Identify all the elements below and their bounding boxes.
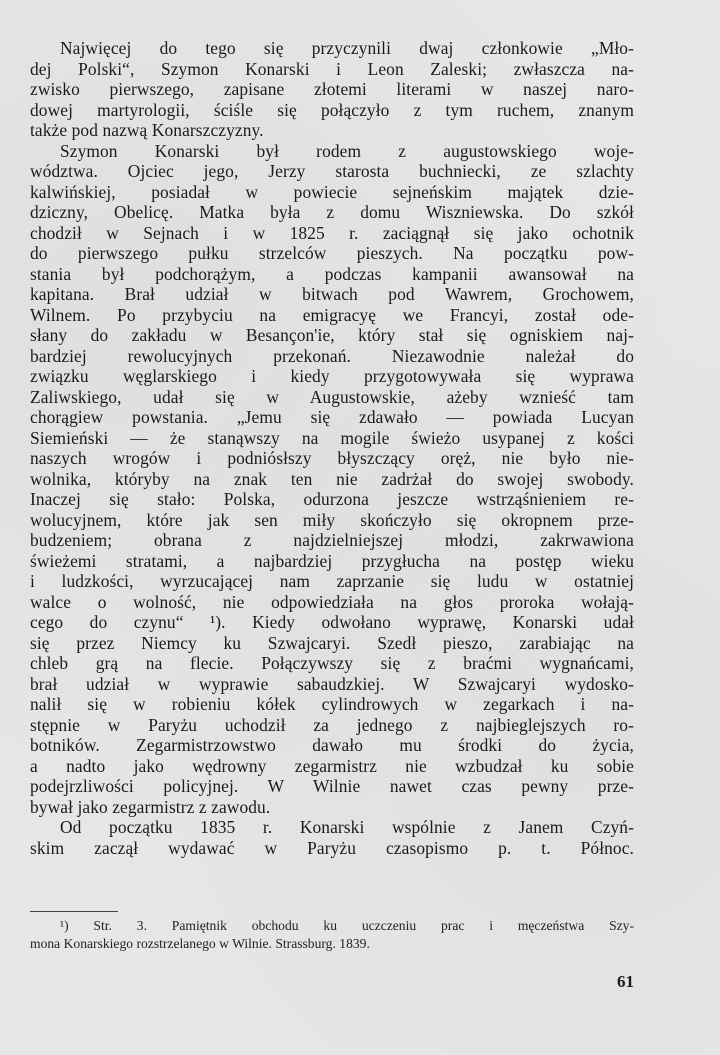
text-line: Siemieński — że stanąwszy na mogile świeżo usypanej z kości xyxy=(30,427,634,448)
text-line: zwisko pierwszego, zapisane złotemi literami w naszej naro- xyxy=(30,79,634,99)
text-line: walce o wolność, nie odpowiedziała na głos proroka wołają- xyxy=(30,591,634,612)
text-line: podejrzliwości policyjnej. W Wilnie nawet czas pewny prze- xyxy=(30,776,634,796)
text-line: wództwa. Ojciec jego, Jerzy starosta buchniecki, ze szlachty xyxy=(30,161,634,181)
text-line: chleb grą na flecie. Połączywszy się z braćmi wygnańcami, xyxy=(30,653,634,673)
text-line: związku węglarskiego i kiedy przygotowywała się wyprawa xyxy=(30,366,634,386)
text-line: Szymon Konarski był rodem z augustowskiego woje- xyxy=(60,140,634,161)
text-line: Inaczej się stało: Polska, odurzona jeszcze wstrząśnieniem re- xyxy=(30,489,634,509)
text-line: także pod nazwą Konarszczyzny. xyxy=(30,120,264,140)
text-line: skim zaczął wydawać w Paryżu czasopismo p. t. Północ. xyxy=(30,837,634,858)
text-line: naszych wrogów i podniósłszy błyszczący oręż, nie było nie- xyxy=(30,448,634,468)
text-line: Zaliwskiego, udał się w Augustowskie, ażeby wznieść tam xyxy=(30,386,634,407)
text-line: a nadto jako wędrowny zegarmistrz nie wzbudzał ku sobie xyxy=(30,755,634,776)
footnote-line: ¹) Str. 3. Pamiętnik obchodu ku uczczeniu prac i męczeństwa Szy- xyxy=(60,918,634,933)
text-line: Najwięcej do tego się przyczynili dwaj członkowie „Mło- xyxy=(60,38,634,58)
text-line: świeżemi stratami, a najbardziej przygłucha na postęp wieku xyxy=(30,550,634,571)
text-line: słany do zakładu w Besançon'ie, który stał się ogniskiem naj- xyxy=(30,325,634,345)
body-text xyxy=(30,38,634,858)
footnote-line: mona Konarskiego rozstrzelanego w Wilnie. Strassburg. 1839. xyxy=(30,936,370,951)
footnote xyxy=(30,917,634,953)
text-line: botników. Zegarmistrzowstwo dawało mu środki do życia, xyxy=(30,735,634,755)
text-line: dziczny, Obelicę. Matka była z domu Wiszniewska. Do szkół xyxy=(30,202,634,222)
text-line: nalił się w robieniu kółek cylindrowych w zegarkach i na- xyxy=(30,694,634,714)
text-line: cego do czynu“ ¹). Kiedy odwołano wyprawę, Konarski udał xyxy=(30,612,634,632)
text-line: Od początku 1835 r. Konarski wspólnie z Janem Czyń- xyxy=(60,817,634,837)
text-line: wolnika, któryby na znak ten nie zadrżał do swojej swobody. xyxy=(30,468,634,489)
text-line: brał udział w wyprawie sabaudzkiej. W Szwajcaryi wydosko- xyxy=(30,673,634,694)
text-line: chorągiew powstania. „Jemu się zdawało — powiada Lucyan xyxy=(30,407,634,427)
text-line: kalwińskiej, posiadał w powiecie sejneńskim majątek dzie- xyxy=(30,181,634,202)
text-line: chodził w Sejnach i w 1825 r. zaciągnął się jako ochotnik xyxy=(30,222,634,243)
footnote-divider xyxy=(30,911,118,912)
text-line: bardziej rewolucyjnych przekonań. Niezawodnie należał do xyxy=(30,345,634,366)
text-line: dej Polski“, Szymon Konarski i Leon Zaleski; zwłaszcza na- xyxy=(30,58,634,79)
text-line: wolucyjnem, które jak sen miły skończyło się okropnem prze- xyxy=(30,509,634,530)
text-line: dowej martyrologii, ściśle się połączyło z tym ruchem, znanym xyxy=(30,99,634,120)
text-line: i ludzkości, wyrzucającej nam zaprzanie się ludu w ostatniej xyxy=(30,571,634,591)
text-line: do pierwszego pułku strzelców pieszych. Na początku pow- xyxy=(30,243,634,263)
text-line: budzeniem; obrana z najdzielniejszej młodzi, zakrwawiona xyxy=(30,530,634,550)
text-line: Wilnem. Po przybyciu na emigracyę we Francyi, został ode- xyxy=(30,304,634,325)
page-number: 61 xyxy=(617,972,634,991)
text-line: stępnie w Paryżu uchodził za jednego z najbieglejszych ro- xyxy=(30,714,634,735)
text-line: się przez Niemcy ku Szwajcaryi. Szedł pieszo, zarabiając na xyxy=(30,632,634,653)
text-line: kapitana. Brał udział w bitwach pod Wawrem, Grochowem, xyxy=(30,284,634,304)
text-line: stania był podchorążym, a podczas kampanii awansował na xyxy=(30,263,634,284)
text-line: bywał jako zegarmistrz z zawodu. xyxy=(30,796,271,817)
